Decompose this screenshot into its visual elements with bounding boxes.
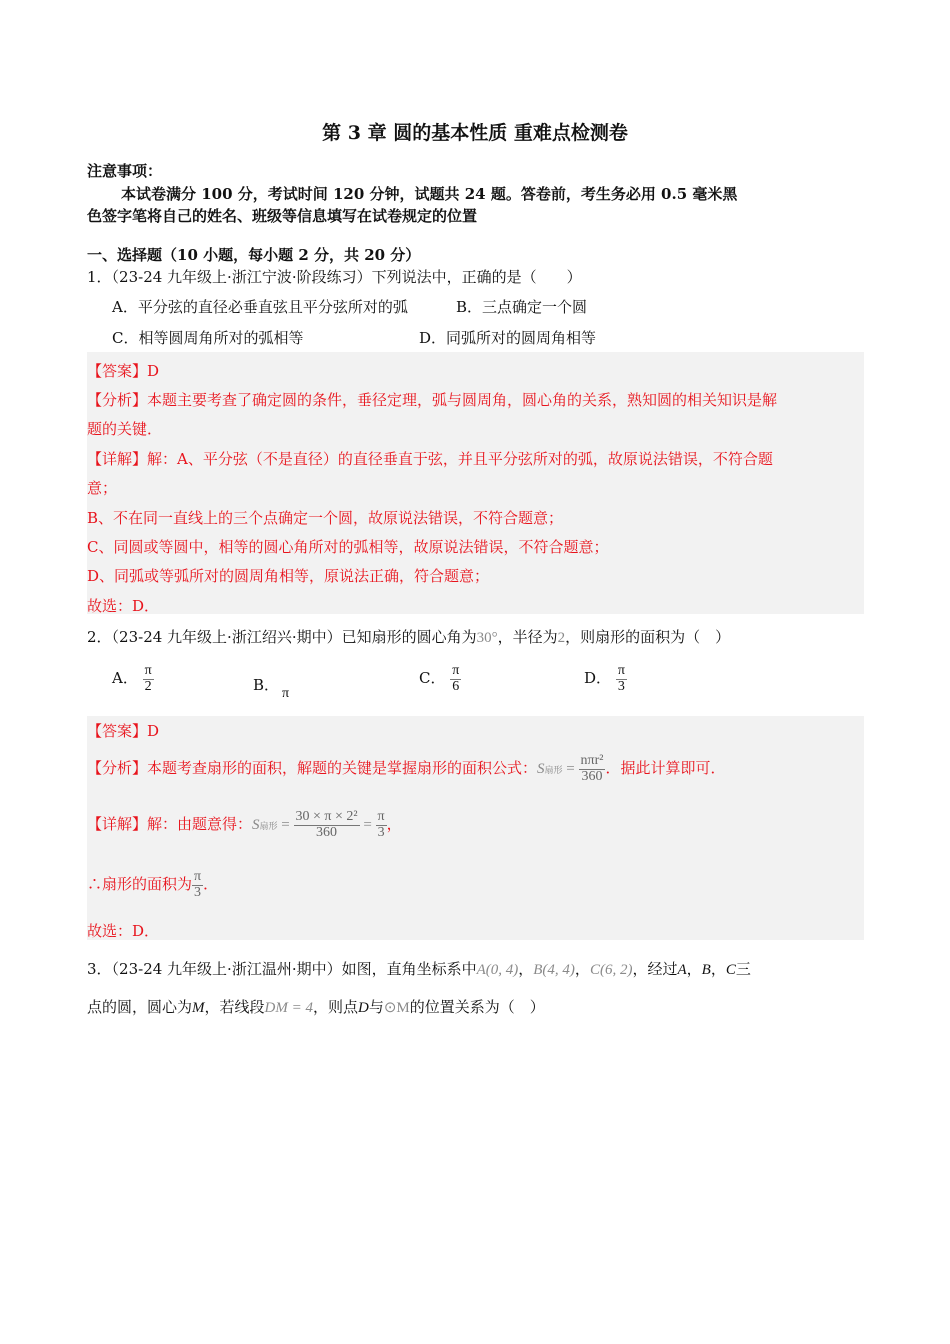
q2-option-b: B．	[253, 676, 280, 694]
q1-detail-3: B、不在同一直线上的三个点确定一个圆，故原说法错误，不符合题意；	[87, 509, 564, 527]
q2-answer: 【答案】D	[87, 722, 160, 740]
notice-line-2: 色签字笔将自己的姓名、班级等信息填写在试卷规定的位置	[87, 207, 478, 225]
notice-line-1: 本试卷满分 100 分，考试时间 120 分钟，试题共 24 题。答卷前，考生务必用 0.5 毫米黑	[121, 185, 738, 203]
q1-stem: 1．（23-24 九年级上·浙江宁波·阶段练习）下列说法中，正确的是（ ）	[87, 268, 582, 286]
q1-option-c: C．相等圆周角所对的弧相等	[112, 329, 304, 347]
q1-detail-4: C、同圆或等圆中，相等的圆心角所对的弧相等，故原说法错误，不符合题意；	[87, 538, 609, 556]
q2-solution-box	[87, 716, 864, 940]
q2-option-b-value: π	[282, 686, 290, 701]
q3-dm: DM = 4	[264, 1000, 313, 1016]
q3-stem-line-2: 点的圆，圆心为M，若线段DM = 4，则点D与⊙M的位置关系为（ ）	[87, 998, 545, 1016]
q2-therefore-fraction: $\frac{\pi}{3}$	[194, 869, 202, 900]
q1-choice: 故选：D．	[87, 597, 160, 615]
q1-option-b: B．三点确定一个圆	[456, 298, 588, 316]
q2-detail: 【详解】解：由题意得：S扇形 = $\frac{\text{30 × π × 2²}}{360}$ = $\frac{\pi}{3}$ ，	[87, 809, 402, 840]
q1-option-a: A．平分弦的直径必垂直弦且平分弦所对的弧	[112, 298, 408, 316]
q2-result-fraction: $\frac{\pi}{3}$	[377, 809, 385, 840]
q2-option-d: D． $\frac{\pi}{3}$	[584, 663, 625, 694]
q1-analysis-1: 【分析】本题主要考查了确定圆的条件，垂径定理，弧与圆周角，圆心角的关系，熟知圆的相关知识是解	[87, 391, 778, 409]
q3-point-b: B(4, 4)	[533, 962, 575, 978]
q2-option-d-fraction: $\frac{\pi}{3}$	[617, 663, 625, 694]
q1-analysis-2: 题的关键．	[87, 420, 163, 438]
q3-point-a: A(0, 4)	[476, 962, 519, 978]
q2-formula-fraction: $\frac{\text{nπr²}}{360}$	[580, 753, 604, 784]
q3-stem-line-1: 3．（23-24 九年级上·浙江温州·期中）如图，直角坐标系中A(0, 4)，B(4, 4)，C(6, 2)，经过A，B，C三	[87, 960, 751, 978]
q2-calc-fraction: $\frac{\text{30 × π × 2²}}{360}$	[295, 809, 358, 840]
q2-choice: 故选：D．	[87, 922, 160, 940]
notice-heading: 注意事项：	[87, 162, 163, 180]
q1-solution-box	[87, 352, 864, 614]
q1-detail-5: D、同弧或等弧所对的圆周角相等，原说法正确，符合题意；	[87, 567, 490, 585]
q1-option-d: D．同弧所对的圆周角相等	[419, 329, 597, 347]
q2-option-c: C． $\frac{\pi}{6}$	[419, 663, 460, 694]
q2-radius: 2	[557, 630, 566, 646]
q2-angle: 30°	[476, 630, 498, 646]
q2-stem: 2．（23-24 九年级上·浙江绍兴·期中）已知扇形的圆心角为30°，半径为2，则扇形的面积为（ ）	[87, 628, 731, 646]
q1-answer: 【答案】D	[87, 362, 160, 380]
q3-point-c: C(6, 2)	[589, 962, 633, 978]
section-heading: 一、选择题（10 小题，每小题 2 分，共 20 分）	[87, 246, 421, 264]
q1-detail-2: 意；	[87, 479, 118, 497]
q2-option-c-fraction: $\frac{\pi}{6}$	[452, 663, 460, 694]
q2-analysis: 【分析】本题考查扇形的面积，解题的关键是掌握扇形的面积公式：S扇形 = $\frac{\text{nπr²}}{360}$ ．据此计算即可．	[87, 753, 726, 784]
q3-circle-m: ⊙M	[383, 1000, 410, 1016]
q2-option-a-fraction: $\frac{\pi}{2}$	[144, 663, 152, 694]
q2-option-a: A． $\frac{\pi}{2}$	[112, 663, 152, 694]
page-title: 第 3 章 圆的基本性质 重难点检测卷	[322, 122, 628, 144]
q2-therefore: ∴扇形的面积为 $\frac{\pi}{3}$ ．	[87, 869, 219, 900]
q1-detail-1: 【详解】解：A、平分弦（不是直径）的直径垂直于弦，并且平分弦所对的弧，故原说法错误，不符合题	[87, 450, 773, 468]
